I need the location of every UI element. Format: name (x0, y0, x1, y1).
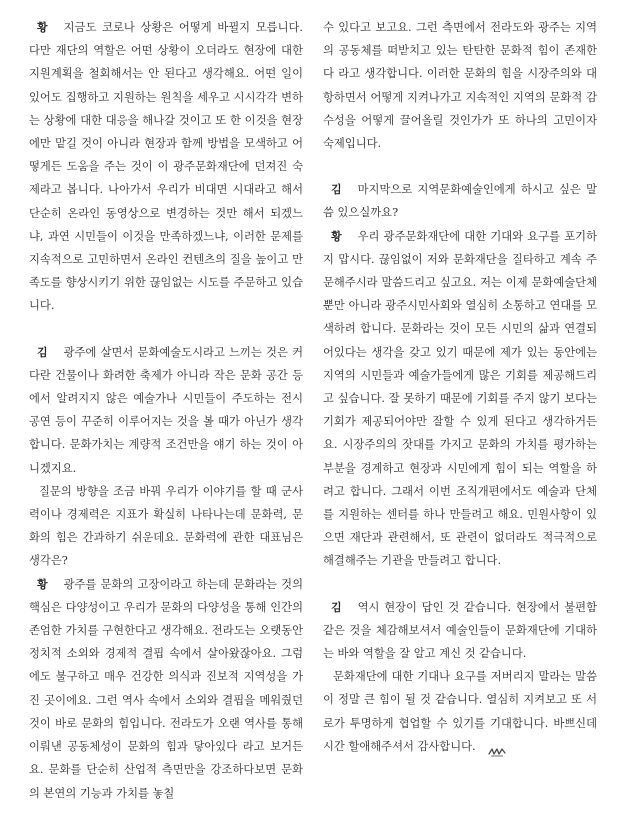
paragraph-text: 광주에 살면서 문화예술도시라고 느끼는 것은 커다란 건물이나 화려한 축제가 아니라 작은 문화 공간 등에서 알려지지 않은 예술가나 시민들이 주도하는 전시 공연 등이 꾸준히 이루어지는 것을 볼 때가 아닌가 생각합니다. 문화가치는 계량적 조건만을 얘기 하는 것이 아니겠지요. (29, 345, 303, 475)
paragraph-text: 역시 현장이 답인 것 같습니다. 현장에서 불편함 같은 것을 체감해보셔서 예술인들이 문화재단에 기대하는 바와 역할을 잘 알고 계신 것 같습니다. (323, 600, 597, 661)
speaker-name: 황 (37, 577, 48, 591)
paragraph-gap (323, 155, 597, 178)
left-column (29, 16, 303, 805)
paragraph (29, 16, 303, 318)
paragraph-text: 질문의 방향을 조금 바꿔 우리가 이야기를 할 때 군사력이나 경제력은 지표가 확실히 나타나는데 문화력, 문화의 힘은 간과하기 쉬운데요. 문화력에 관한 대표님은 생각은? (29, 484, 303, 568)
paragraph (29, 573, 303, 805)
speaker-name: 김 (331, 183, 342, 197)
paragraph-text: 지금도 코로나 상황은 어떻게 바뀔지 모릅니다. 다만 재단의 역할은 어떤 상황이 오더라도 현장에 대한 지원계획을 철회해서는 안 된다고 생각해요. 어떤 일이 있어도 집행하고 지원하는 원칙을 세우고 시시각각 변하는 상황에 대한 대응을 해나갈 것이고 또 한 이것을 현장에만 맡길 것이 아니라 현장과 함께 방법을 모색하고 어떻게든 도움을 주는 것이 이 광주문화재단에 던져진 숙제라고 봅니다. 나아가서 우리가 비대면 시대라고 해서 단순히 온라인 동영상으로 변경하는 것만 해서 되겠느냐, 과연 시민들이 이것을 만족하겠느냐, 이러한 문제를 지속적으로 고민하면서 온라인 컨텐츠의 질을 높이고 만족도를 향상시키기 위한 끊임없는 시도를 주문하고 있습니다. (29, 21, 303, 313)
paragraph-gap (323, 573, 597, 596)
paragraph-text: 문화재단에 대한 기대나 요구를 저버리지 말라는 말씀이 정말 큰 힘이 될 것 같습니다. 열심히 지켜보고 또 서로가 투명하게 협업할 수 있기를 기대합니다. 바쁘신데 시간 할애해주셔서 감사합니다. (323, 670, 597, 753)
paragraph-text: 광주를 문화의 고장이라고 하는데 문화라는 것의 핵심은 다양성이고 우리가 문화의 다양성을 통해 인간의 존엄한 가치를 구현한다고 생각해요. 전라도는 오랫동안 정치적 소외와 경제적 결핍 속에서 살아왔잖아요. 그럼에도 불구하고 매우 건강한 의식과 진보적 지역성을 가진 곳이에요. 그런 역사 속에서 소외와 결핍을 메워줬던 것이 바로 문화의 힘입니다. 전라도가 오랜 역사를 통해 이뤄낸 공동체성이 문화의 힘과 닿아있다 라고 보거든요. 문화를 단순히 산업적 측면만을 강조하다보면 문화의 본연의 기능과 가치를 놓칠 (29, 577, 303, 800)
paragraph (323, 665, 597, 758)
right-column (323, 16, 597, 758)
paragraph (323, 16, 597, 155)
speaker-name: 김 (331, 600, 342, 614)
speaker-name: 김 (37, 345, 48, 359)
speaker-name: 황 (37, 21, 48, 34)
paragraph-gap (29, 318, 303, 341)
speaker-name: 황 (331, 229, 342, 243)
paragraph-text: 우리 광주문화재단에 대한 기대와 요구를 포기하지 맙시다. 끊임없이 저와 문화재단을 질타하고 계속 주문해주시라 말씀드리고 싶고요. 저는 이제 문화예술단체 뿐만 아니라 광주시민사회와 열심히 소통하고 연대를 모색하려 합니다. 문화라는 것이 모든 시민의 삶과 연결되어있다는 생각을 갖고 있기 때문에 제가 있는 동안에는 지역의 시민들과 예술가들에게 많은 기회를 제공해드리고 싶습니다. 잘 못하기 때문에 기회를 주지 않기 보다는 기회가 제공되어야만 잘할 수 있게 된다고 생각하거든요. 시장주의의 잣대를 가지고 문화의 가치를 평가하는 부분을 경계하고 현장과 시민에게 힘이 되는 역할을 하려고 합니다. 그래서 이번 조직개편에서도 예술과 단체를 지원하는 센터를 하나 만들려고 해요. 민원사항이 있으면 재단과 관련해서, 또 관련이 없더라도 적극적으로 해결해주는 기관을 만들려고 합니다. (323, 229, 597, 568)
end-of-article-icon (478, 742, 496, 752)
paragraph (29, 341, 303, 480)
paragraph (323, 225, 597, 573)
paragraph (29, 480, 303, 573)
paragraph (323, 596, 597, 666)
paragraph-text: 마지막으로 지역문화예술인에게 하시고 싶은 말씀 있으실까요? (323, 183, 597, 220)
paragraph (323, 178, 597, 224)
paragraph-text: 수 있다고 보고요. 그런 측면에서 전라도와 광주는 지역의 공동체를 떠받치고 있는 탄탄한 문화적 힘이 존재한다 라고 생각합니다. 이러한 문화의 힘을 시장주의와 대항하면서 어떻게 지켜나가고 지속적인 지역의 문화적 감수성을 어떻게 끌어올릴 것인가가 또 하나의 고민이자 숙제입니다. (323, 21, 597, 151)
